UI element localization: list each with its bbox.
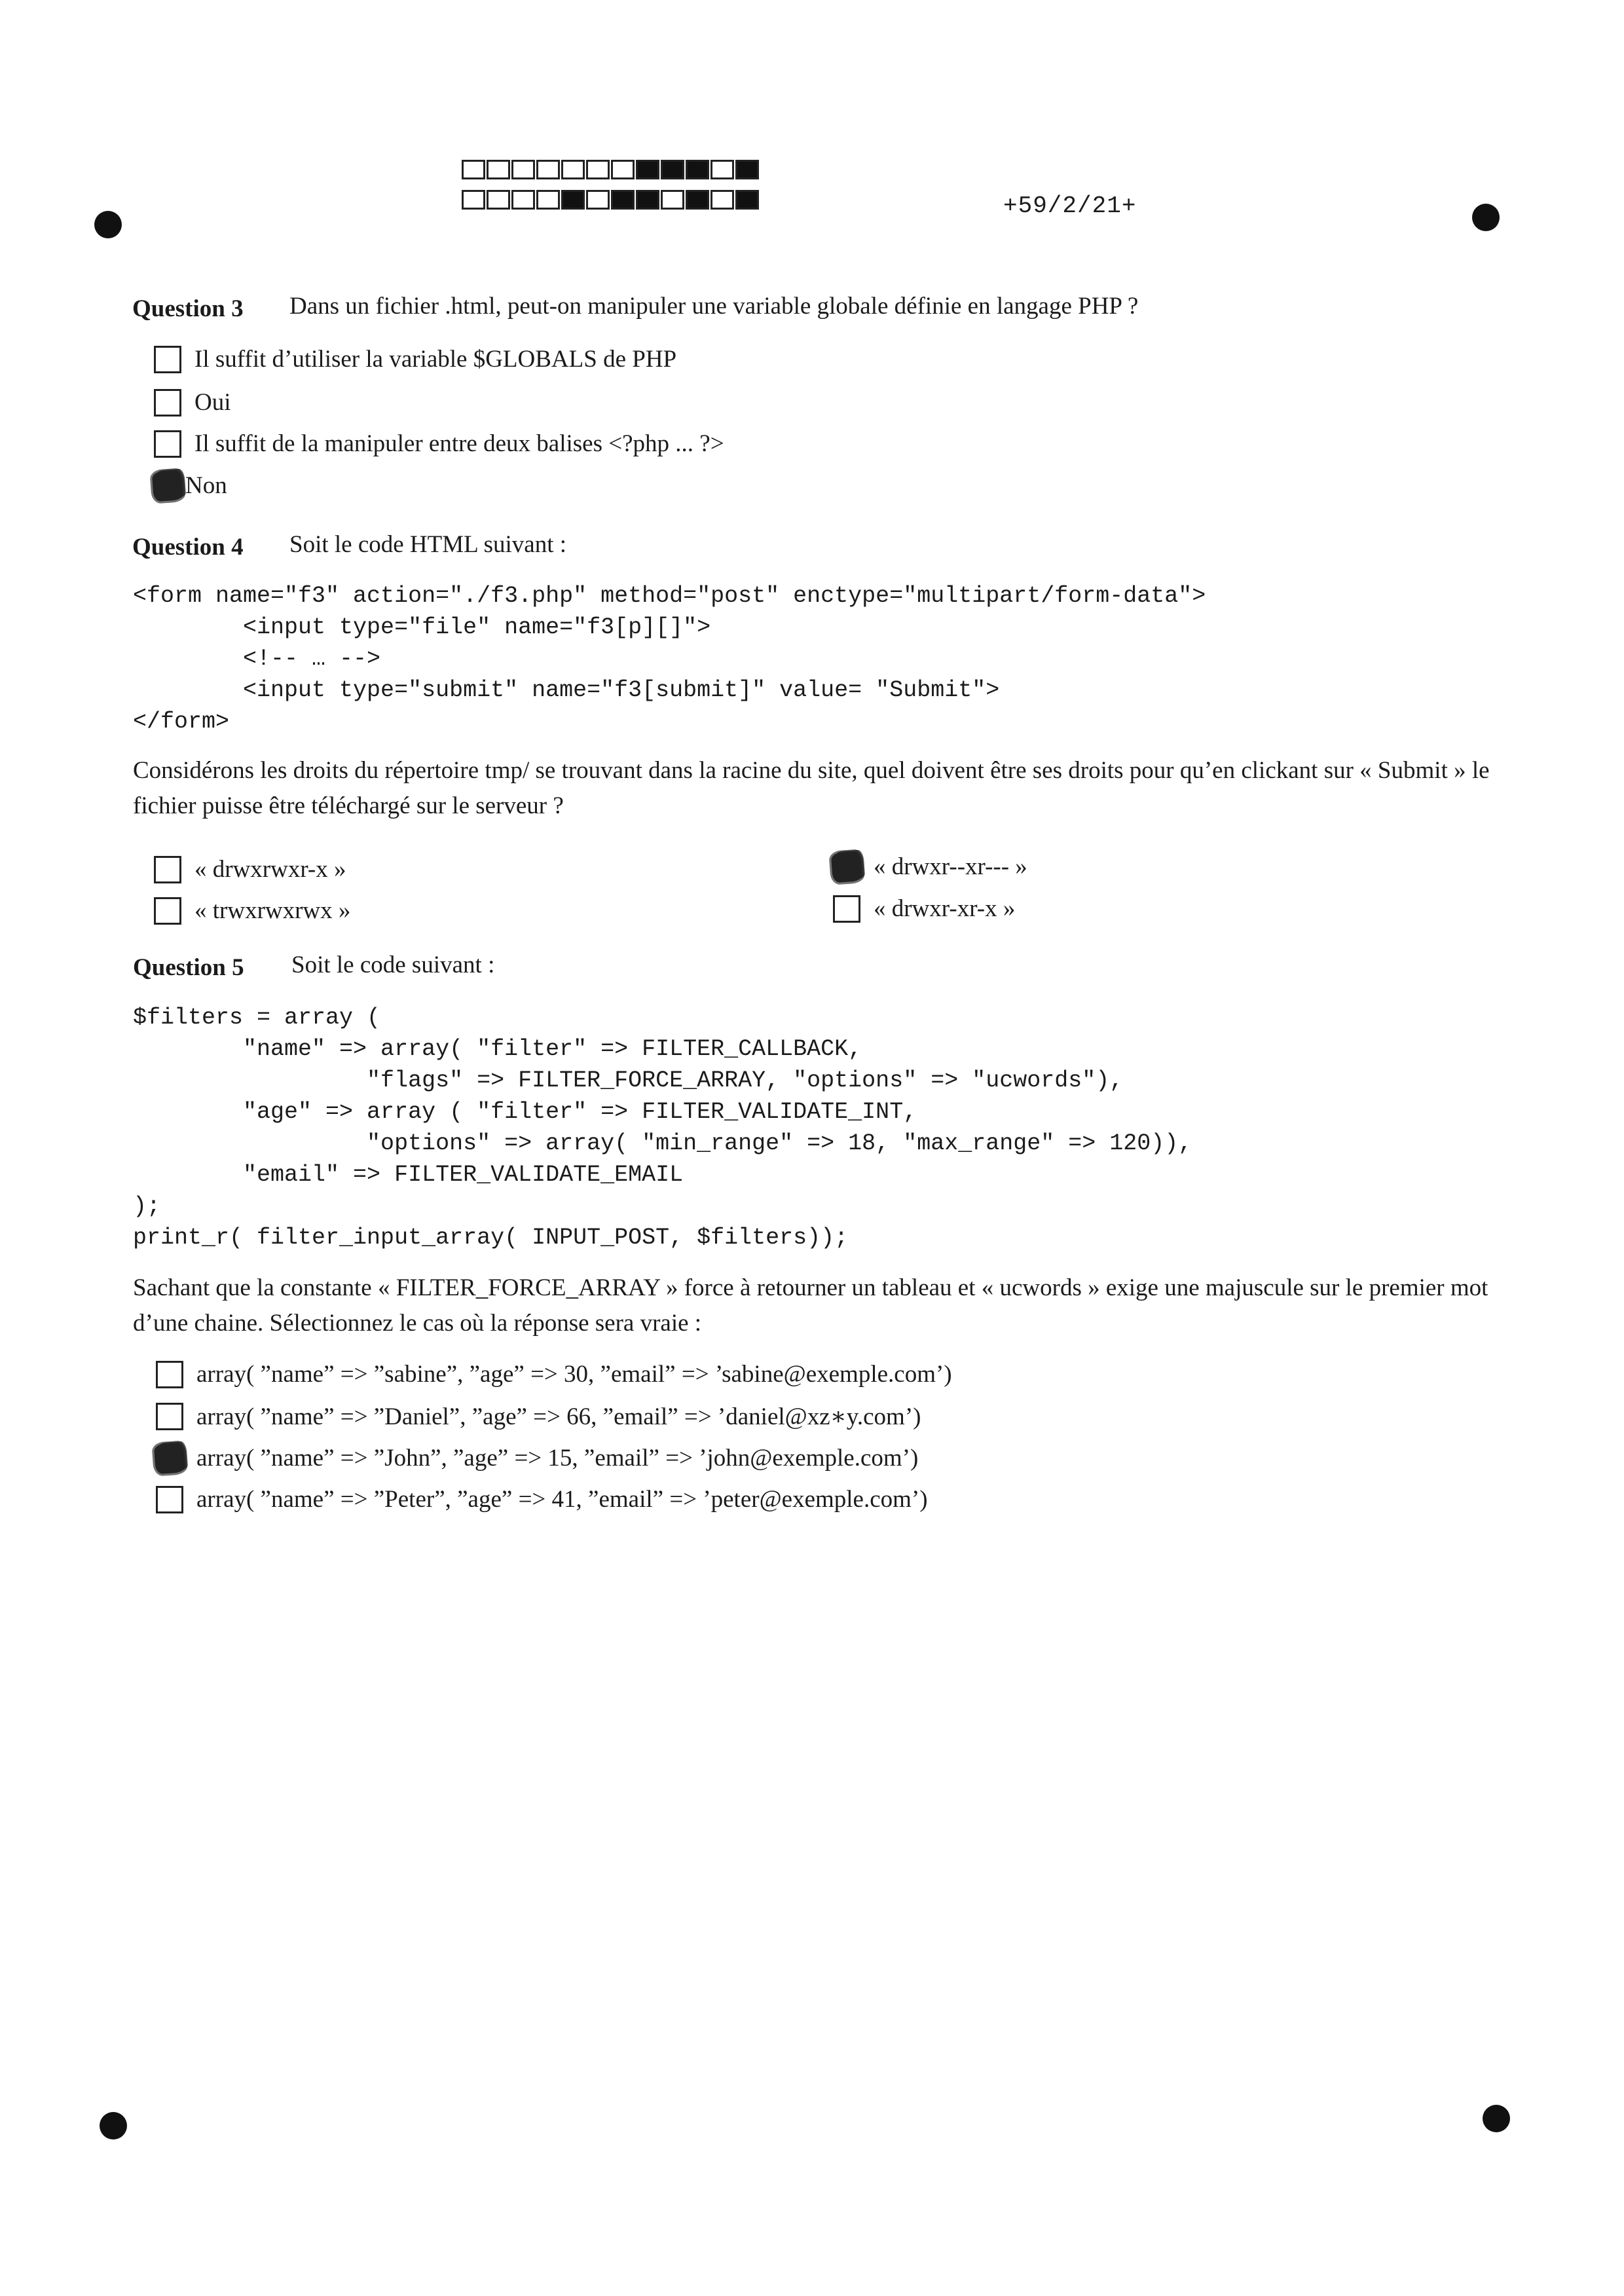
code-cell xyxy=(586,160,610,179)
code-cell xyxy=(536,160,560,179)
question-5-option-4[interactable] xyxy=(156,1485,928,1513)
code-cell xyxy=(487,190,510,210)
option-label: Il suffit d’utiliser la variable $GLOBALS de PHP xyxy=(194,346,677,373)
question-5-option-2[interactable] xyxy=(156,1402,921,1431)
code-cell xyxy=(636,160,659,179)
question-4-text: Soit le code HTML suivant : xyxy=(289,531,567,558)
code-cell xyxy=(735,190,759,210)
registration-mark-top-right xyxy=(1472,204,1500,231)
question-4-option-2[interactable] xyxy=(154,897,350,925)
code-cell xyxy=(511,160,535,179)
checkbox[interactable] xyxy=(154,1442,185,1473)
question-3-option-3[interactable] xyxy=(154,430,724,458)
code-cell xyxy=(735,160,759,179)
code-cell xyxy=(561,160,585,179)
checkbox[interactable] xyxy=(154,856,181,883)
code-cell xyxy=(710,160,734,179)
question-3-option-2[interactable] xyxy=(154,388,231,417)
checkbox[interactable] xyxy=(156,1361,183,1388)
question-3-option-4[interactable] xyxy=(154,472,227,500)
question-5-label: Question 5 xyxy=(133,954,244,981)
question-4-prompt: Considérons les droits du répertoire tmp/ se trouvant dans la racine du site, quel doivent être ses droits pour qu’en clickant sur « Submit » le fichier puisse être téléchargé sur le serveur ? xyxy=(133,757,1490,819)
question-4-option-4[interactable] xyxy=(833,895,1015,923)
option-label: array( ”name” => ”Daniel”, ”age” => 66, ”email” => ’daniel@xz∗y.com’) xyxy=(196,1403,921,1430)
option-label: Oui xyxy=(194,389,231,416)
registration-mark-top-left xyxy=(94,211,122,238)
question-4-option-1[interactable] xyxy=(154,855,346,883)
code-cell xyxy=(686,190,709,210)
question-5-option-1[interactable] xyxy=(156,1360,952,1388)
code-cell xyxy=(686,160,709,179)
question-5-code: $filters = array ( "name" => array( "filter" => FILTER_CALLBACK, "flags" => FILTER_FORCE_ARRAY, "options" => "ucwords"), "age" => array ( "filter" => FILTER_VALIDATE_INT, "options" => array( "min_range" => 18, "max_range" => 120)), "email" => FILTER_VALIDATE_EMAIL ); print_r( filter_input_array( INPUT_POST, $filters)); xyxy=(133,1005,1192,1251)
option-label: array( ”name” => ”John”, ”age” => 15, ”email” => ’john@exemple.com’) xyxy=(196,1445,919,1472)
question-5-text: Soit le code suivant : xyxy=(291,952,495,978)
code-cell xyxy=(661,190,684,210)
code-cell xyxy=(462,160,485,179)
checkbox[interactable] xyxy=(154,897,181,925)
checkbox[interactable] xyxy=(154,346,181,373)
option-label: Il suffit de la manipuler entre deux balises <?php ... ?> xyxy=(194,430,724,457)
question-4-code: <form name="f3" action="./f3.php" method="post" enctype="multipart/form-data"> <input type="file" name="f3[p][]"> <!-- … --> <input type="submit" name="f3[submit]" value= "Submit"> </form> xyxy=(133,583,1206,735)
question-4-option-3[interactable] xyxy=(833,853,1027,881)
option-label: « drwxr-xr-x » xyxy=(874,895,1016,922)
code-cell xyxy=(661,160,684,179)
checkbox[interactable] xyxy=(154,389,181,417)
option-label: Non xyxy=(185,472,227,499)
question-3-label: Question 3 xyxy=(132,295,244,322)
question-5-prompt: Sachant que la constante « FILTER_FORCE_ARRAY » force à retourner un tableau et « ucwords » exige une majuscule sur le premier mot d’une chaine. Sélectionnez le cas où la réponse sera vraie : xyxy=(133,1274,1488,1337)
checkbox[interactable] xyxy=(156,1486,183,1513)
code-cell xyxy=(636,190,659,210)
code-cell xyxy=(561,190,585,210)
page-code-grid xyxy=(462,160,763,219)
option-label: « trwxrwxrwx » xyxy=(194,897,351,924)
option-label: array( ”name” => ”Peter”, ”age” => 41, ”email” => ’peter@exemple.com’) xyxy=(196,1486,928,1513)
option-label: array( ”name” => ”sabine”, ”age” => 30, ”email” => ’sabine@exemple.com’) xyxy=(196,1361,952,1388)
option-label: « drwxr--xr--- » xyxy=(874,853,1027,880)
code-cell xyxy=(611,160,635,179)
checkbox[interactable] xyxy=(156,1403,183,1430)
checkbox[interactable] xyxy=(831,851,862,882)
question-3-text: Dans un fichier .html, peut-on manipuler une variable globale définie en langage PHP ? xyxy=(289,293,1139,320)
registration-mark-bottom-left xyxy=(100,2112,127,2139)
code-cell xyxy=(487,160,510,179)
code-cell xyxy=(586,190,610,210)
checkbox[interactable] xyxy=(833,895,860,923)
code-cell xyxy=(611,190,635,210)
question-5-option-3[interactable] xyxy=(156,1444,918,1472)
checkbox[interactable] xyxy=(152,470,183,501)
option-label: « drwxrwxr-x » xyxy=(194,856,346,883)
code-cell xyxy=(462,190,485,210)
code-cell xyxy=(536,190,560,210)
checkbox[interactable] xyxy=(154,430,181,458)
registration-mark-bottom-right xyxy=(1483,2105,1510,2132)
code-cell xyxy=(511,190,535,210)
question-4-label: Question 4 xyxy=(132,534,244,561)
code-cell xyxy=(710,190,734,210)
question-3-option-1[interactable] xyxy=(154,345,676,373)
page-id: +59/2/21+ xyxy=(1003,193,1137,219)
